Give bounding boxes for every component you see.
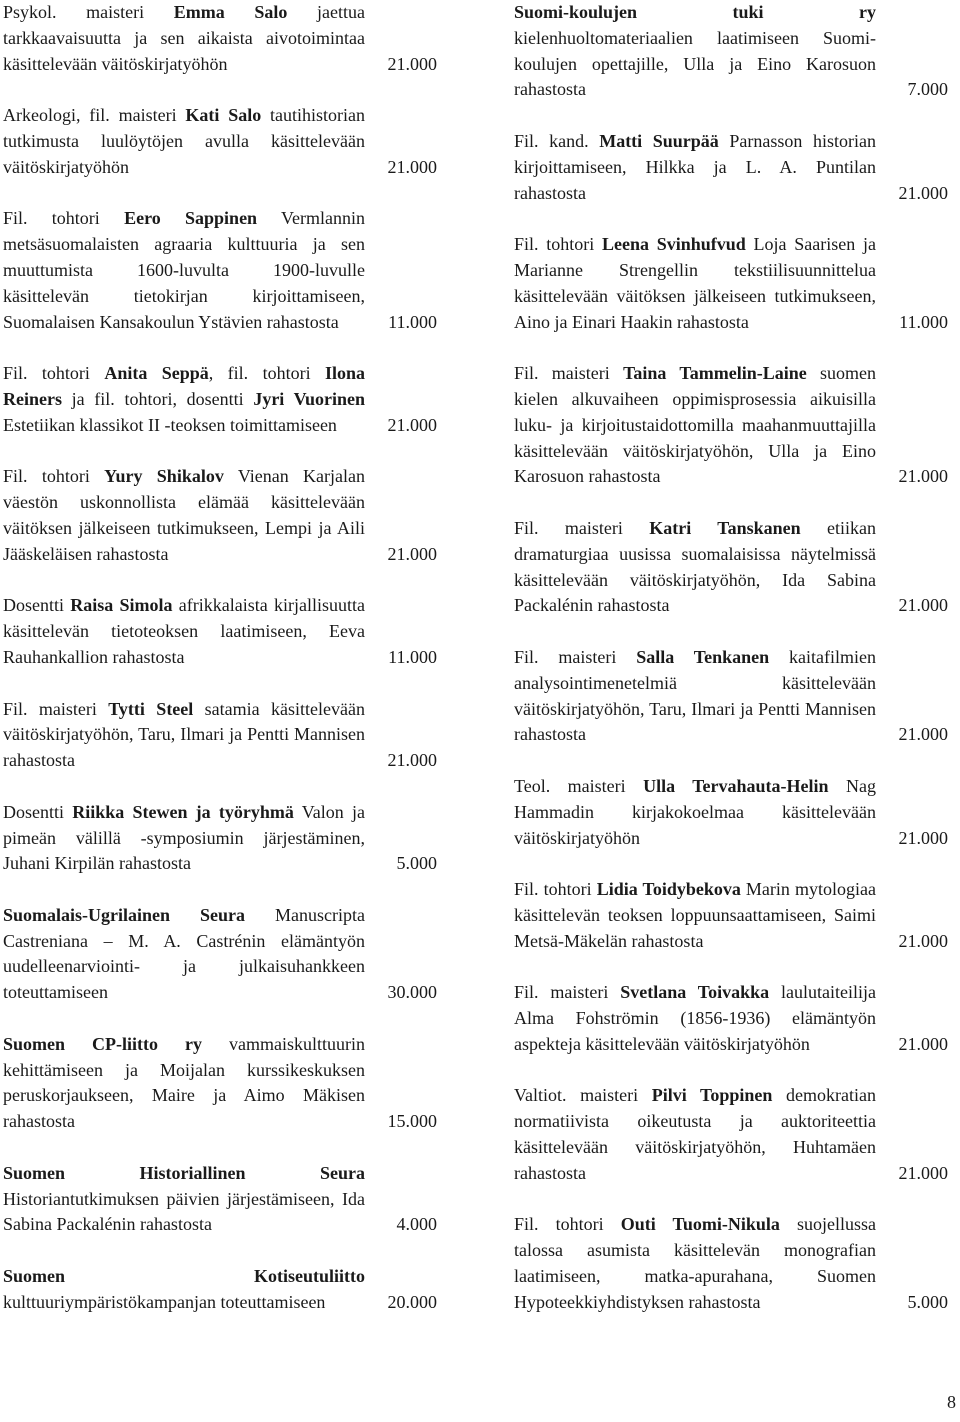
recipient-name: Kati Salo xyxy=(185,105,262,126)
grant-entry xyxy=(3,103,437,180)
grant-text: Fil. tohtori xyxy=(514,1214,621,1235)
recipient-name: Jyri Vuorinen xyxy=(253,388,366,409)
grant-description xyxy=(514,129,890,206)
grant-text: Fil. maisteri xyxy=(3,698,109,719)
grant-amount: 5.000 xyxy=(907,1291,948,1312)
grant-amount: 21.000 xyxy=(898,1033,948,1054)
recipient-name: Matti Suurpää xyxy=(599,130,719,151)
grant-entry xyxy=(514,774,948,851)
grant-text: suojellussa talossa asumista käsittelevän monografian laatimiseen, matka-apurahana, Suomen Hypoteekkiyhdistyksen rahastosta xyxy=(514,1214,877,1312)
recipient-name: Suomen Kotiseutuliitto xyxy=(3,1266,365,1287)
recipient-name: Leena Svinhufvud xyxy=(602,234,746,255)
grant-text: Estetiikan klassikot II -teoksen toimittamiseen xyxy=(3,414,337,435)
grant-description xyxy=(514,232,890,335)
grant-text: Fil. kand. xyxy=(514,130,600,151)
grant-entry xyxy=(514,516,948,619)
grant-amount: 21.000 xyxy=(898,595,948,616)
grant-text: kielenhuoltomateriaalien laatimiseen Suomi-koulujen opettajille, Ulla ja Eino Karosuon rahastosta xyxy=(514,27,876,100)
grant-amount: 5.000 xyxy=(396,853,437,874)
grant-entry xyxy=(3,206,437,335)
recipient-name: Outi Tuomi-Nikula xyxy=(620,1214,780,1235)
grant-text: Fil. tohtori xyxy=(514,234,602,255)
recipient-name: Katri Tanskanen xyxy=(649,517,801,538)
grant-amount: 7.000 xyxy=(907,79,948,100)
grant-amount: 21.000 xyxy=(898,1162,948,1183)
grant-text: demokratian normatiivista oikeutusta ja auktoriteettia käsittelevään väitöskirjatyöhön, Huhtamäen rahastosta xyxy=(514,1085,877,1183)
grant-text: Loja Saarisen ja Marianne Strengellin tekstiilisuunnittelua käsittelevään väitöksen jälkeiseen tutkimukseen, Aino ja Einari Haakin rahastosta xyxy=(514,234,876,332)
grant-text: Fil. tohtori xyxy=(3,363,105,384)
grant-amount: 30.000 xyxy=(387,982,437,1003)
grant-description xyxy=(3,903,379,1006)
grant-description xyxy=(514,1083,890,1186)
grant-amount: 21.000 xyxy=(387,414,437,435)
grant-entry xyxy=(3,361,437,438)
recipient-name: Suomalais-Ugrilainen Seura xyxy=(3,904,246,925)
recipient-name: Suomen Historiallinen Seura xyxy=(3,1162,365,1183)
grant-text: Vienan Karjalan väestön uskonnollista elämää käsittelevään väitöksen jälkeiseen tutkimukseen, Lempi ja Aili Jääskeläisen rahastosta xyxy=(3,466,365,564)
grant-text: Fil. maisteri xyxy=(514,982,621,1003)
grant-description xyxy=(3,1264,379,1316)
grant-amount: 21.000 xyxy=(898,827,948,848)
left-column xyxy=(3,0,437,1341)
grant-entry xyxy=(3,464,437,567)
recipient-name: Pilvi Toppinen xyxy=(651,1085,773,1106)
grant-text: Fil. tohtori xyxy=(514,879,597,900)
grant-entry xyxy=(514,877,948,954)
grant-text: afrikkalaista kirjallisuutta käsittelevän tietoteoksen laatimiseen, Eeva Rauhankallion rahastosta xyxy=(3,595,366,667)
grant-description xyxy=(3,1161,379,1238)
grant-amount: 11.000 xyxy=(388,311,437,332)
grant-text: Fil. maisteri xyxy=(514,646,637,667)
grant-amount: 11.000 xyxy=(388,646,437,667)
grant-description xyxy=(3,800,379,877)
page-number: 8 xyxy=(947,1392,956,1412)
grant-text: Marin mytologiaa käsittelevän teoksen loppuunsaattamiseen, Saimi Metsä-Mäkelän rahastosta xyxy=(514,879,876,951)
grant-text: suomen kielen alkuvaiheen oppimisprosessia aikuisilla luku- ja kirjoitustaidottomilla maahanmuuttajilla käsittelevään väitöskirjatyöhön, Ulla ja Eino Karosuon rahastosta xyxy=(514,363,877,487)
grant-entry xyxy=(3,593,437,670)
grant-text: Teol. maisteri xyxy=(514,775,644,796)
recipient-name: Riikka Stewen ja työryhmä xyxy=(72,801,294,822)
recipient-name: Lidia Toidybekova xyxy=(596,879,741,900)
recipient-name: Anita Seppä xyxy=(104,363,209,384)
grant-entry xyxy=(3,800,437,877)
grant-description xyxy=(514,516,890,619)
grant-description xyxy=(514,877,890,954)
grant-description xyxy=(3,206,379,335)
grant-text: ja fil. tohtori, dosentti xyxy=(61,388,254,409)
grant-description xyxy=(514,361,890,490)
recipient-name: Ulla Tervahauta-Helin xyxy=(643,775,829,796)
grant-description xyxy=(3,1032,379,1135)
grant-text: vammaiskulttuurin kehittämiseen ja Moijalan kurssikeskuksen peruskorjaukseen, Maire ja Aimo Mäkisen rahastosta xyxy=(3,1033,366,1132)
grant-description xyxy=(3,361,379,438)
grant-amount: 21.000 xyxy=(387,750,437,771)
grant-text: satamia käsittelevään väitöskirjatyöhön, Taru, Ilmari ja Pentti Mannisen rahastosta xyxy=(3,698,365,771)
grant-text: kaitafilmien analysointimenetelmiä käsittelevään väitöskirjatyöhön, Taru, Ilmari ja Pentti Mannisen rahastosta xyxy=(514,646,877,745)
grant-description xyxy=(3,464,379,567)
grant-amount: 21.000 xyxy=(898,182,948,203)
grant-description xyxy=(3,697,379,774)
grant-description xyxy=(514,1212,890,1315)
grant-entry xyxy=(3,0,437,77)
grant-entry xyxy=(514,1212,948,1315)
grant-text: Fil. maisteri xyxy=(514,517,650,538)
recipient-name: Raisa Simola xyxy=(70,595,173,616)
grant-text: Fil. maisteri xyxy=(514,363,624,384)
grant-text: Valtiot. maisteri xyxy=(514,1085,652,1106)
grant-description xyxy=(514,980,890,1057)
grant-description xyxy=(3,103,379,180)
recipient-name: Svetlana Toivakka xyxy=(620,982,770,1003)
grant-entry xyxy=(3,903,437,1006)
recipient-name: Salla Tenkanen xyxy=(636,646,770,667)
grant-text: Manuscripta Castreniana – M. A. Castrénin elämäntyön uudelleenarviointi- ja julkaisuhankkeen toteuttamiseen xyxy=(3,904,365,1003)
grant-text: Fil. tohtori xyxy=(3,208,125,229)
grant-description xyxy=(514,0,890,103)
grant-description xyxy=(514,774,890,851)
grant-text: jaettua tarkkaavaisuutta ja sen aikaista aivotoimintaa käsittelevään väitöskirjatyöhön xyxy=(3,2,365,74)
grant-entry xyxy=(514,1083,948,1186)
grant-entry xyxy=(3,1264,437,1316)
grant-text: laulutaiteilija Alma Fohströmin (1856-1936) elämäntyön aspekteja käsittelevään väitöskirjatyöhön xyxy=(514,982,877,1054)
grant-amount: 15.000 xyxy=(387,1111,437,1132)
grant-text: Arkeologi, fil. maisteri xyxy=(3,105,186,126)
recipient-name: Eero Sappinen xyxy=(124,208,258,229)
grant-entry xyxy=(3,697,437,774)
grant-amount: 11.000 xyxy=(899,311,948,332)
grant-description xyxy=(514,645,890,748)
grant-amount: 20.000 xyxy=(387,1291,437,1312)
grant-amount: 21.000 xyxy=(387,543,437,564)
grant-text: kulttuuriympäristökampanjan toteuttamiseen xyxy=(3,1291,326,1312)
grant-entry xyxy=(514,0,948,103)
grant-text: etiikan dramaturgiaa uusissa suomalaisissa näytelmissä käsittelevään väitöskirjatyöhön, Ida Sabina Packalénin rahastosta xyxy=(514,517,877,616)
recipient-name: Taina Tammelin-Laine xyxy=(623,363,807,384)
right-column xyxy=(514,0,948,1341)
grant-text: tautihistorian tutkimusta luulöytöjen avulla käsittelevään väitöskirjatyöhön xyxy=(3,105,366,177)
recipient-name: Suomi-koulujen tuki ry xyxy=(514,2,876,22)
grant-amount: 21.000 xyxy=(387,156,437,177)
grant-text: Dosentti xyxy=(3,595,71,616)
grant-amount: 4.000 xyxy=(396,1214,437,1235)
recipient-name: Yury Shikalov xyxy=(104,466,224,487)
grant-amount: 21.000 xyxy=(898,724,948,745)
grant-text: Historiantutkimuksen päivien järjestämiseen, Ida Sabina Packalénin rahastosta xyxy=(3,1188,365,1235)
grant-text: Valon ja pimeän välillä -symposiumin järjestäminen, Juhani Kirpilän rahastosta xyxy=(3,801,365,874)
grant-description xyxy=(3,0,379,77)
grant-entry xyxy=(514,232,948,335)
grant-text: , fil. tohtori xyxy=(208,363,325,384)
grant-entry xyxy=(514,645,948,748)
grant-entry xyxy=(3,1032,437,1135)
grant-amount: 21.000 xyxy=(387,53,437,74)
grant-text: Psykol. maisteri xyxy=(3,2,174,22)
grant-entry xyxy=(514,129,948,206)
grant-entry xyxy=(3,1161,437,1238)
grant-text: Vermlannin metsäsuomalaisten agraaria kulttuuria ja sen muuttumista 1600-luvulta 1900-luvulle käsittelevän tietokirjan kirjoittamiseen, Suomalaisen Kansakoulun Ystävien rahastosta xyxy=(3,208,365,332)
recipient-name: Suomen CP-liitto ry xyxy=(3,1033,203,1054)
grant-text: Nag Hammadin kirjakokoelmaa käsittelevään väitöskirjatyöhön xyxy=(514,775,876,848)
grant-entry xyxy=(514,361,948,490)
recipient-name: Emma Salo xyxy=(173,2,288,22)
grant-text: Dosentti xyxy=(3,801,73,822)
grant-description xyxy=(3,593,379,670)
grant-amount: 21.000 xyxy=(898,930,948,951)
recipient-name: Tytti Steel xyxy=(108,698,194,719)
grant-text: Fil. tohtori xyxy=(3,466,105,487)
recipient-name: Ilona Reiners xyxy=(3,363,366,409)
grant-amount: 21.000 xyxy=(898,466,948,487)
grant-text: Parnasson historian kirjoittamiseen, Hilkka ja L. A. Puntilan rahastosta xyxy=(514,130,876,203)
grant-entry xyxy=(514,980,948,1057)
